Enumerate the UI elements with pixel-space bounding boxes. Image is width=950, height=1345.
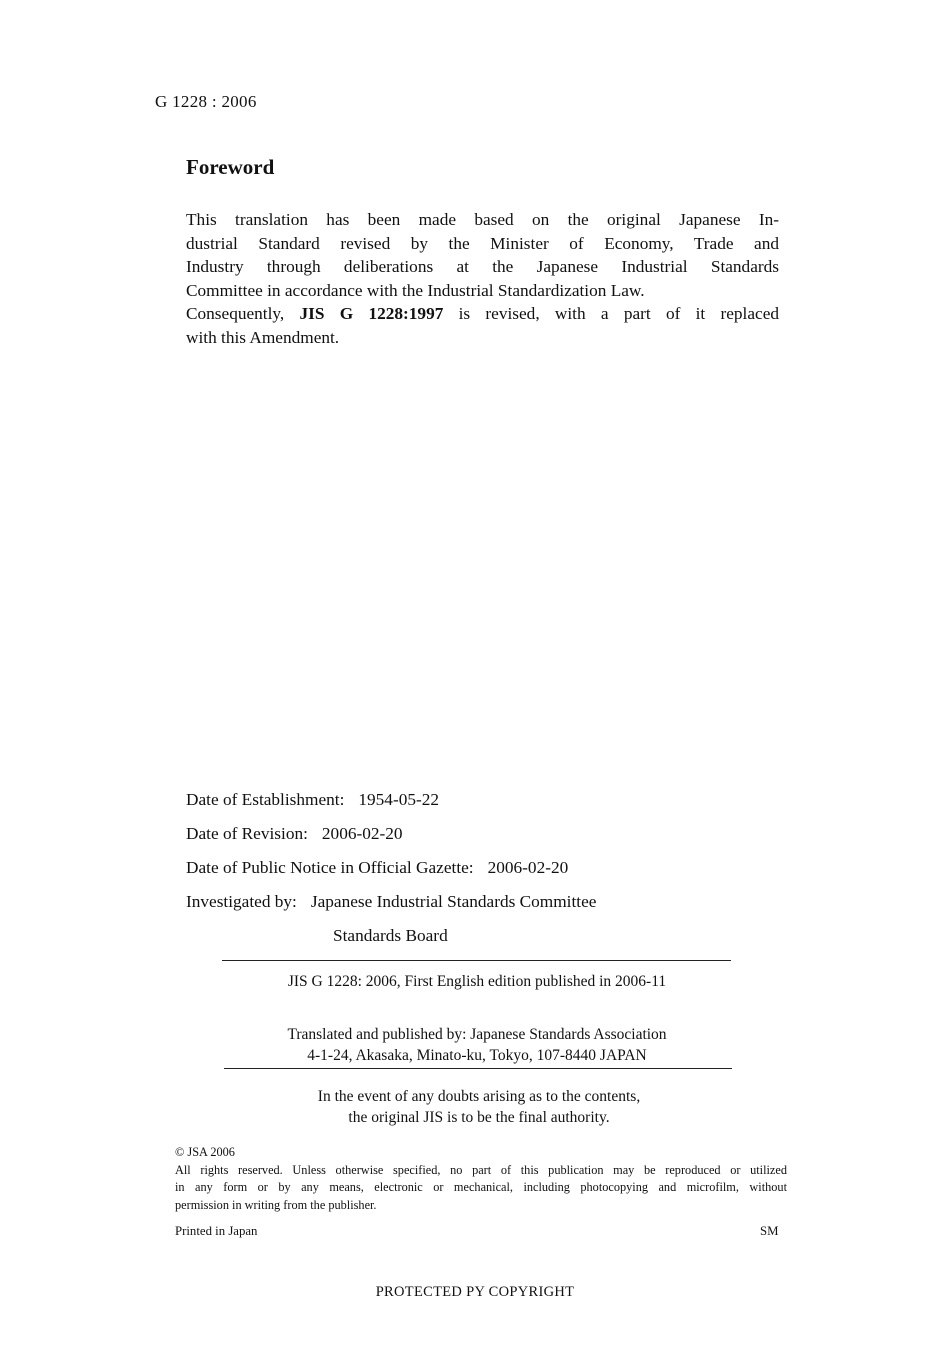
document-code: G 1228 : 2006 bbox=[155, 92, 257, 111]
foreword-line: This translation has been made based on the original Japanese In- bbox=[186, 210, 779, 229]
investigated-label: Investigated by: bbox=[186, 892, 297, 911]
foreword-line-prefix: Consequently, bbox=[186, 304, 300, 324]
foreword-line-suffix: is revised, with a part of it replaced bbox=[443, 304, 780, 324]
establishment-value: 1954-05-22 bbox=[358, 790, 440, 809]
investigated-value: Japanese Industrial Standards Committee bbox=[310, 892, 597, 911]
establishment-row bbox=[186, 790, 439, 810]
copyright-line: All rights reserved. Unless otherwise specified, no part of this publication may be reproduced or utilized bbox=[175, 1162, 787, 1177]
investigated-row bbox=[186, 892, 596, 912]
public-notice-value: 2006-02-20 bbox=[487, 858, 569, 877]
foreword-line: with this Amendment. bbox=[186, 327, 340, 347]
copyright-symbol: © JSA 2006 bbox=[175, 1145, 235, 1159]
copyright-block bbox=[175, 1144, 787, 1214]
foreword-body bbox=[186, 208, 779, 350]
edition-line: JIS G 1228: 2006, First English edition published in 2006-11 bbox=[287, 973, 667, 990]
authority-line-1: In the event of any doubts arising as to the contents, bbox=[317, 1088, 641, 1105]
authority-line-2: the original JIS is to be the final authority. bbox=[348, 1109, 610, 1126]
revision-row bbox=[186, 824, 403, 844]
revision-label: Date of Revision: bbox=[186, 824, 308, 843]
public-notice-label: Date of Public Notice in Official Gazette: bbox=[186, 858, 474, 877]
standard-reference: JIS G 1228:1997 bbox=[299, 304, 444, 324]
establishment-label: Date of Establishment: bbox=[186, 790, 345, 809]
divider-bottom bbox=[224, 1068, 732, 1069]
public-notice-row bbox=[186, 858, 568, 878]
investigated-row-2 bbox=[333, 926, 448, 946]
publisher-line-1: Translated and published by: Japanese Standards Association bbox=[287, 1026, 667, 1043]
copyright-line: in any form or by any means, electronic or mechanical, including photocopying and microfilm, without bbox=[175, 1180, 787, 1194]
authority-notice bbox=[223, 1086, 735, 1128]
publisher-address: 4-1-24, Akasaka, Minato-ku, Tokyo, 107-8440 JAPAN bbox=[307, 1047, 647, 1064]
sm-mark: SM bbox=[760, 1224, 779, 1238]
protected-footer: PROTECTED PY COPYRIGHT bbox=[375, 1284, 575, 1300]
foreword-title: Foreword bbox=[186, 155, 275, 179]
publisher-block bbox=[223, 1024, 731, 1066]
revision-value: 2006-02-20 bbox=[321, 824, 403, 843]
printed-in: Printed in Japan bbox=[175, 1224, 258, 1238]
foreword-line: Committee in accordance with the Industrial Standardization Law. bbox=[186, 280, 645, 300]
foreword-line bbox=[186, 302, 779, 326]
copyright-line: permission in writing from the publisher. bbox=[175, 1197, 377, 1212]
foreword-line: dustrial Standard revised by the Minister of Economy, Trade and bbox=[186, 233, 779, 253]
foreword-line: Industry through deliberations at the Japanese Industrial Standards bbox=[186, 257, 779, 277]
divider-top bbox=[222, 960, 731, 961]
investigated-value-2: Standards Board bbox=[333, 926, 448, 945]
